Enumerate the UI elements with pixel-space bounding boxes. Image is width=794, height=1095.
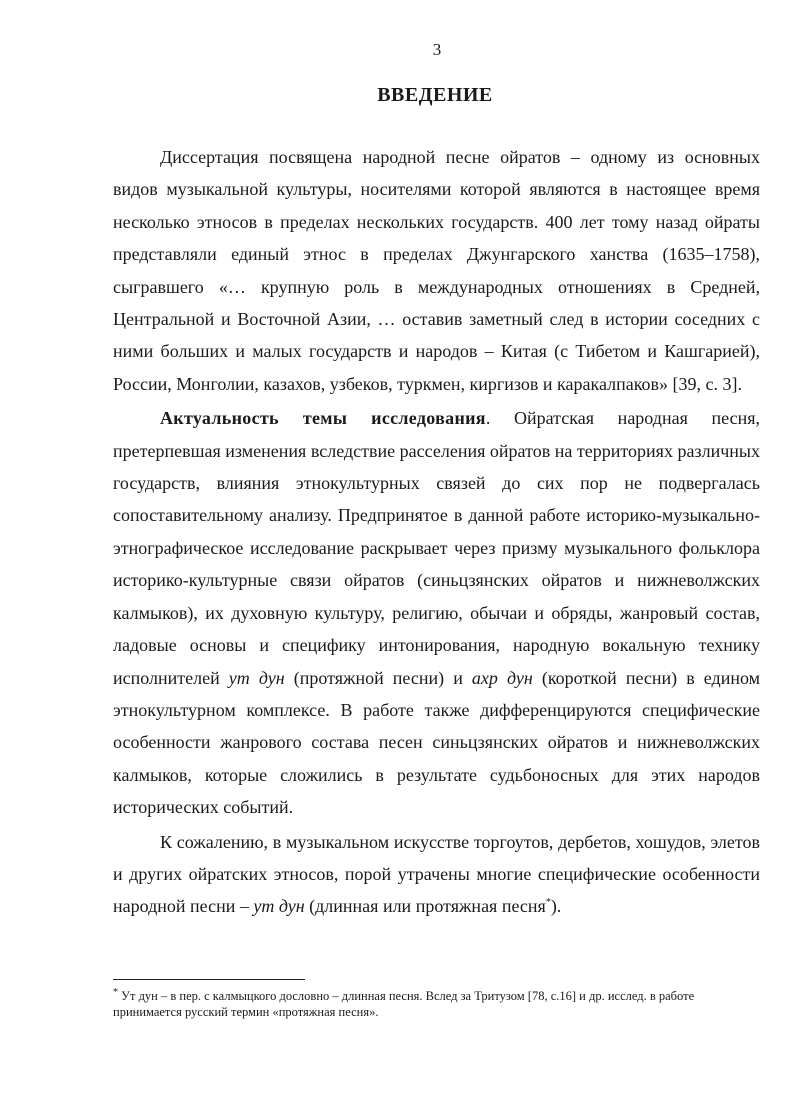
footnote-divider	[113, 979, 305, 980]
regret-text-1: К сожалению, в музыкальном искусстве торгоутов, дербетов, хошудов, элетов и других ойратских этносов, порой утрачены многие специфические особенности народной песни –	[113, 831, 760, 917]
footnote-mark: *	[113, 986, 118, 998]
term-ut-dun: ут дун	[228, 667, 285, 688]
footnote-text: Ут дун – в пер. с калмыцкого дословно – длинная песня. Вслед за Тритузом [78, с.16] и др. исслед. в работе принимается русский термин «протяжная песня».	[113, 989, 695, 1019]
regret-text-3: ).	[550, 896, 562, 917]
relevance-lead: Актуальность темы исследования	[160, 408, 486, 429]
footnote	[113, 988, 760, 1020]
term-ahr-dun: ахр дун	[471, 667, 533, 688]
page-number: 3	[432, 40, 442, 59]
page-title: ВВЕДЕНИЕ	[377, 84, 493, 106]
relevance-text-1: . Ойратская народная песня, претерпевшая изменения вследствие расселения ойратов на территориях различных государств, влияния этнокультурных связей до сих пор не подвергалась сопоставительному анализу. Предпринятое в данной работе историко-музыкально-этнографическое исследование раскрывает через призму музыкального фольклора историко-культурные связи ойратов (синьцзянских ойратов и нижневолжских калмыков), их духовную культуру, религию, обычаи и обряды, жанровый состав, ладовые основы и специфику интонирования, народную вокальную технику исполнителей	[113, 408, 761, 688]
paragraph-regret	[113, 826, 760, 923]
main-text	[113, 141, 760, 923]
paragraph-relevance	[113, 402, 760, 823]
regret-text-2: (длинная или протяжная песня	[304, 896, 546, 917]
relevance-text-3: (короткой песни) в едином этнокультурном комплексе. В работе также дифференцируются специфические особенности жанрового состава песен синьцзянских ойратов и нижневолжских калмыков, которые сложились в результате судьбоносных для этих народов исторических событий.	[113, 667, 761, 818]
term-ut-dun-2: ут дун	[253, 896, 305, 917]
relevance-text-2: (протяжной песни) и	[284, 667, 472, 688]
footnote-marker: *	[545, 897, 551, 909]
paragraph-intro: Диссертация посвящена народной песне ойратов – одному из основных видов музыкальной культуры, носителями которой являются в настоящее время несколько этносов в пределах нескольких государств. 400 лет тому назад ойраты представляли единый этнос в пределах Джунгарского ханства (1635–1758), сыгравшего «… крупную роль в международных отношениях в Средней, Центральной и Восточной Азии, … оставив заметный след в истории соседних с ними больших и малых государств и народов – Китая (с Тибетом и Кашгарией), России, Монголии, казахов, узбеков, туркмен, киргизов и каракалпаков» [39, с. 3].	[113, 147, 760, 394]
